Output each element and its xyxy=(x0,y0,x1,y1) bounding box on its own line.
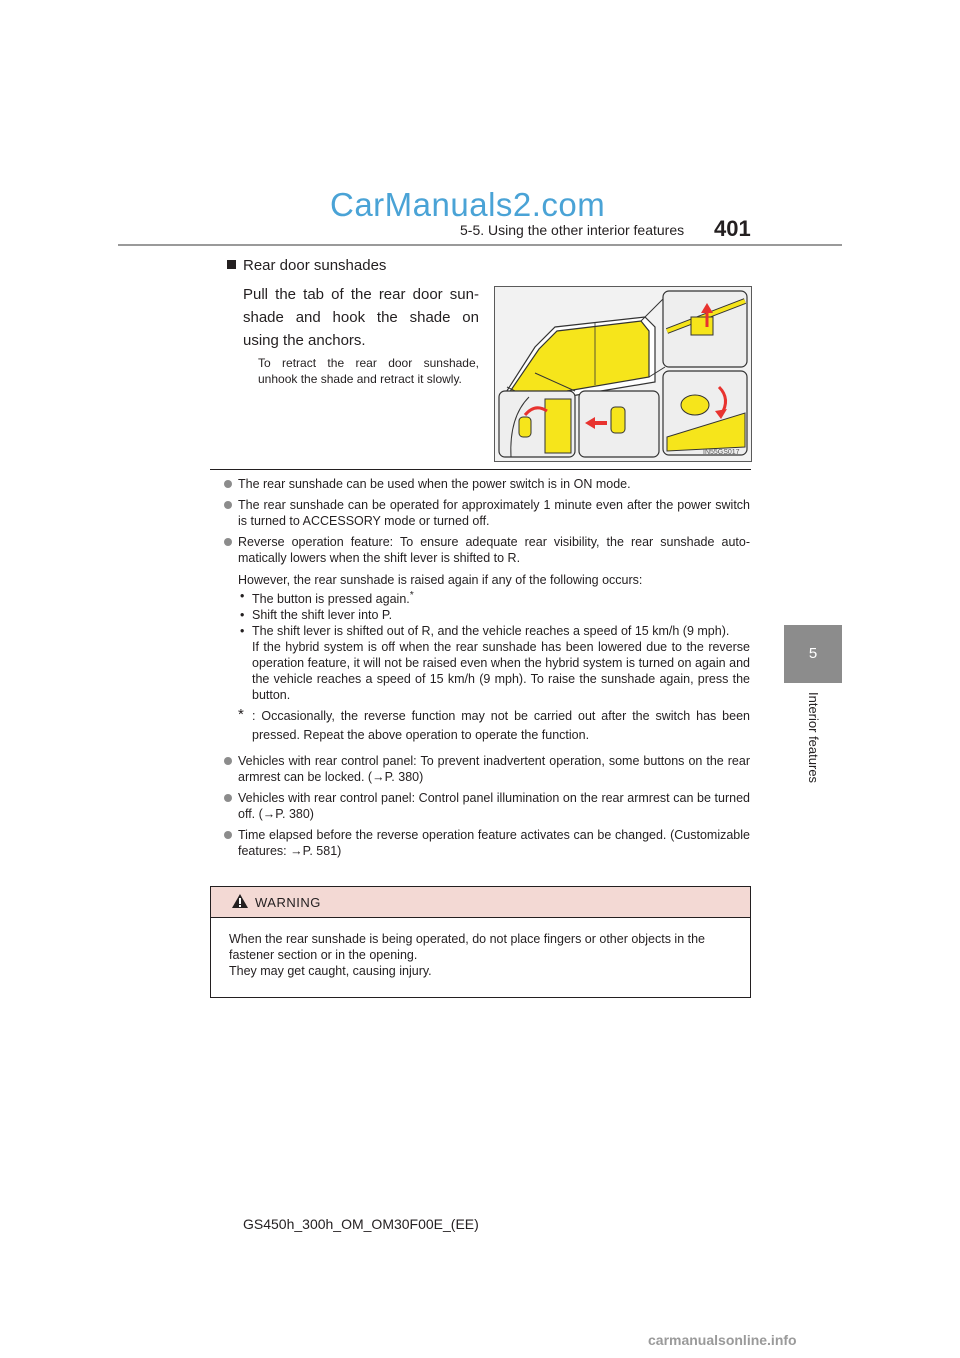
asterisk-mark: * xyxy=(409,590,414,601)
list-item xyxy=(224,753,750,785)
bullet-dot-icon xyxy=(224,794,232,802)
list-item xyxy=(224,790,750,822)
warning-line-2: They may get caught, causing injury. xyxy=(229,964,432,978)
bullet-text: Reverse operation feature: To ensure adequate rear visibility, the rear sunshade auto-matically lowers when the shift lever is shifted to R. xyxy=(238,535,750,565)
warning-line-1: When the rear sunshade is being operated, do not place fingers or other objects in the fastener section or in the opening. xyxy=(229,932,705,962)
condition-item: • The shift lever is shifted out of R, and the vehicle reaches a speed of 15 km/h (9 mph). xyxy=(240,624,730,639)
list-item xyxy=(224,827,750,859)
separator-rule xyxy=(210,469,751,470)
intro-text: Pull the tab of the rear door sun-shade and hook the shade on using the anchors. xyxy=(243,286,479,349)
footer-code: GS450h_300h_OM_OM30F00E_(EE) xyxy=(243,1216,479,1232)
footnote-mark: * xyxy=(238,706,244,724)
warning-box xyxy=(210,886,751,998)
info-bullets xyxy=(224,476,750,864)
condition-item: • The button is pressed again.* xyxy=(240,589,414,607)
warning-header xyxy=(211,887,750,918)
sunshade-figure xyxy=(494,286,752,462)
bullet-text: Vehicles with rear control panel: Control panel illumination on the rear armrest can be turned off. (→P. 380) xyxy=(238,791,750,822)
warning-title: WARNING xyxy=(255,895,321,910)
bullet-dot-icon xyxy=(224,757,232,765)
section-heading-text: Rear door sunshades xyxy=(243,257,387,274)
section-heading xyxy=(227,257,386,274)
square-bullet-icon xyxy=(227,260,236,269)
list-item xyxy=(224,534,750,745)
note-text: To retract the rear door sunshade, unhook the shade and retract it slowly. xyxy=(258,356,479,386)
condition-detail: If the hybrid system is off when the rear sunshade has been lowered due to the reverse operation feature, it will not be raised even when the hybrid system is turned on again and the vehicle reaches a speed of 15 km/h (9 mph). To raise the sunshade again, press the button. xyxy=(252,640,750,703)
bullet-dot-icon xyxy=(224,501,232,509)
bullet-dot-icon xyxy=(224,480,232,488)
reverse-intro: However, the rear sunshade is raised again if any of the following occurs: xyxy=(238,573,643,587)
footnote: * : Occasionally, the reverse function may not be carried out after the switch has been pressed. Repeat the above operation to operate the function. xyxy=(238,706,750,743)
chapter-label: Interior features xyxy=(806,692,821,784)
chapter-tab: 5 xyxy=(784,625,842,683)
sunshade-illustration xyxy=(495,287,751,461)
warning-triangle-icon xyxy=(231,893,249,909)
header-title: 5-5. Using the other interior features xyxy=(460,222,685,238)
page-number: 401 xyxy=(714,216,751,241)
bullet-dot-icon xyxy=(224,538,232,546)
list-item xyxy=(224,497,750,529)
bullet-text: The rear sunshade can be used when the power switch is in ON mode. xyxy=(238,477,631,491)
bullet-text: Vehicles with rear control panel: To prevent inadvertent operation, some buttons on the rear armrest can be locked. (→P. 380) xyxy=(238,754,750,785)
bullet-text: Time elapsed before the reverse operation feature activates can be changed. (Customizable features: →P. 581) xyxy=(238,828,750,859)
bullet-dot-icon xyxy=(224,831,232,839)
list-item xyxy=(224,476,750,492)
watermark-bottom: carmanualsonline.info xyxy=(648,1332,797,1348)
condition-item: • Shift the shift lever into P. xyxy=(240,608,393,623)
warning-body xyxy=(229,931,741,979)
watermark-top: CarManuals2.com xyxy=(330,186,606,223)
figure-code: IN55GS017 xyxy=(703,449,740,456)
bullet-text: The rear sunshade can be operated for approximately 1 minute even after the power switch is turned to ACCESSORY mode or turned off. xyxy=(238,498,750,528)
header-rule xyxy=(118,244,842,246)
